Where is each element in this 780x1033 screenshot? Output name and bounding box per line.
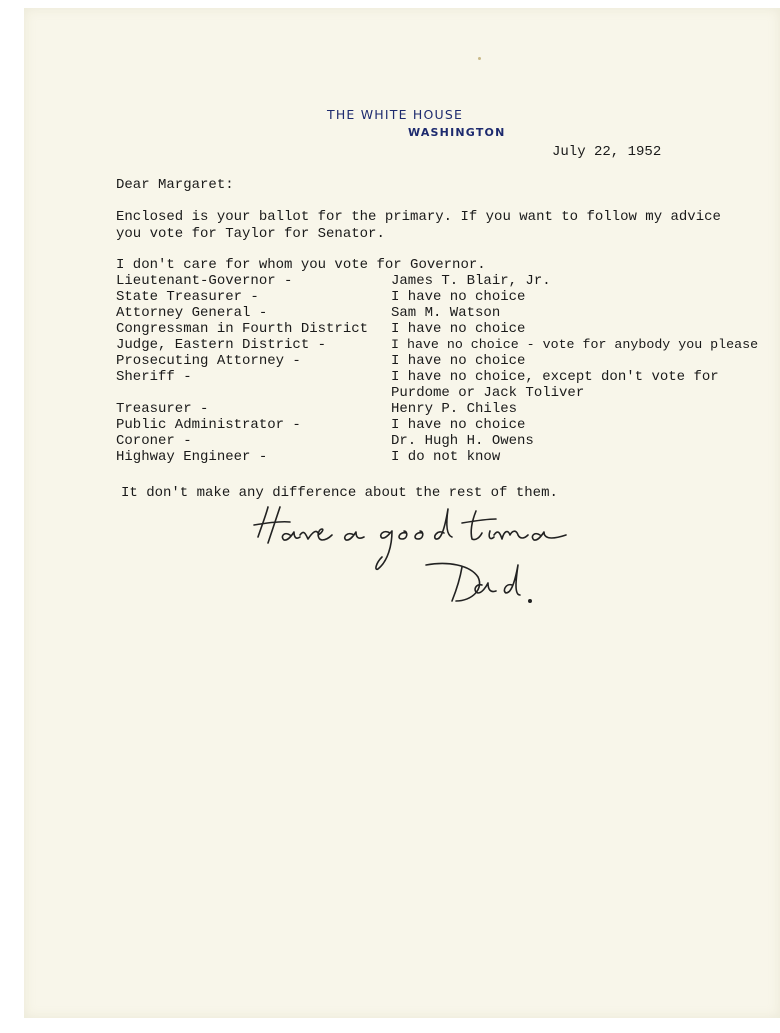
- ballot-office: Public Administrator -: [116, 417, 301, 433]
- ballot-office: Judge, Eastern District -: [116, 337, 327, 353]
- closing-line: It don't make any difference about the rest of them.: [121, 485, 558, 501]
- ballot-office: Lieutenant-Governor -: [116, 273, 293, 289]
- body-line-2: you vote for Taylor for Senator.: [116, 226, 385, 242]
- letter-date: July 22, 1952: [552, 144, 662, 160]
- body-line-1: Enclosed is your ballot for the primary. If you want to follow my advice: [116, 209, 721, 225]
- ballot-choice: I have no choice - vote for anybody you please: [391, 337, 759, 352]
- ballot-office: State Treasurer -: [116, 289, 259, 305]
- ballot-office: Attorney General -: [116, 305, 268, 321]
- salutation: Dear Margaret:: [116, 177, 234, 193]
- ballot-choice: James T. Blair, Jr.: [391, 273, 551, 289]
- ballot-choice: I have no choice: [391, 321, 526, 337]
- ballot-office: Sheriff -: [116, 369, 192, 385]
- ballot-choice: Purdome or Jack Toliver: [391, 385, 585, 401]
- ballot-choice: I have no choice: [391, 289, 526, 305]
- handwritten-signature: [250, 505, 590, 615]
- ballot-choice: I have no choice: [391, 417, 526, 433]
- letterhead-city: WASHINGTON: [408, 126, 506, 139]
- ballot-office: Congressman in Fourth District: [116, 321, 369, 337]
- ballot-office: Treasurer -: [116, 401, 209, 417]
- ballot-intro: I don't care for whom you vote for Governor.: [116, 257, 486, 273]
- ballot-choice: I have no choice, except don't vote for: [391, 369, 719, 385]
- ballot-office: Prosecuting Attorney -: [116, 353, 301, 369]
- ballot-choice: Dr. Hugh H. Owens: [391, 433, 534, 449]
- ballot-choice: Henry P. Chiles: [391, 401, 518, 417]
- letterhead-title: THE WHITE HOUSE: [327, 107, 464, 122]
- ballot-choice: Sam M. Watson: [391, 305, 501, 321]
- ballot-office: Highway Engineer -: [116, 449, 268, 465]
- ballot-choice: I do not know: [391, 449, 501, 465]
- ballot-office: Coroner -: [116, 433, 192, 449]
- paper-spot: [478, 57, 481, 60]
- ballot-choice: I have no choice: [391, 353, 526, 369]
